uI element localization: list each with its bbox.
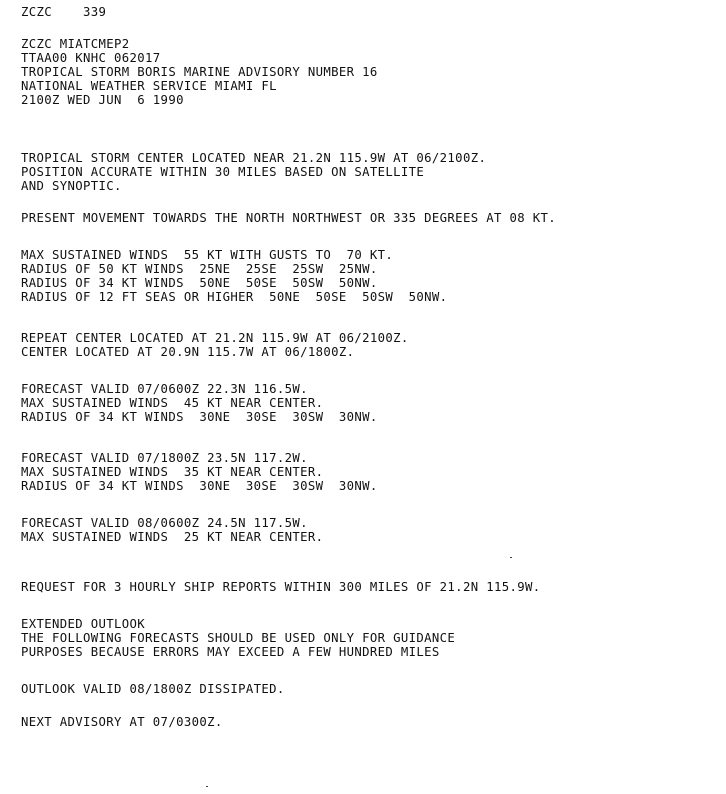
text-line: EXTENDED OUTLOOK (21, 617, 146, 631)
text-line: PRESENT MOVEMENT TOWARDS THE NORTH NORTHWEST OR 335 DEGREES AT 08 KT. (21, 211, 556, 225)
text-line: MAX SUSTAINED WINDS 35 KT NEAR CENTER. (21, 465, 324, 479)
text-line: AND SYNOPTIC. (21, 179, 122, 193)
text-line: FORECAST VALID 07/1800Z 23.5N 117.2W. (21, 451, 308, 465)
header-line: TTAA00 KNHC 062017 (21, 51, 161, 65)
text-line: PURPOSES BECAUSE ERRORS MAY EXCEED A FEW HUNDRED MILES (21, 645, 440, 659)
text-line: THE FOLLOWING FORECASTS SHOULD BE USED ONLY FOR GUIDANCE (21, 631, 456, 645)
text-line: RADIUS OF 50 KT WINDS 25NE 25SE 25SW 25NW. (21, 262, 378, 276)
text-line: RADIUS OF 12 FT SEAS OR HIGHER 50NE 50SE 50SW 50NW. (21, 290, 448, 304)
text-line: REPEAT CENTER LOCATED AT 21.2N 115.9W AT 06/2100Z. (21, 331, 409, 345)
header-line: ZCZC 339 (21, 5, 107, 19)
issue-time: 2100Z WED JUN 6 1990 (21, 93, 184, 107)
text-line: REQUEST FOR 3 HOURLY SHIP REPORTS WITHIN 300 MILES OF 21.2N 115.9W. (21, 580, 541, 594)
scan-speck (510, 557, 512, 558)
text-line: NEXT ADVISORY AT 07/0300Z. (21, 715, 223, 729)
text-line: FORECAST VALID 07/0600Z 22.3N 116.5W. (21, 382, 308, 396)
text-line: FORECAST VALID 08/0600Z 24.5N 117.5W. (21, 516, 308, 530)
text-line: MAX SUSTAINED WINDS 45 KT NEAR CENTER. (21, 396, 324, 410)
issuing-office: NATIONAL WEATHER SERVICE MIAMI FL (21, 79, 277, 93)
header-line: ZCZC MIATCMEP2 (21, 37, 130, 51)
text-line: POSITION ACCURATE WITHIN 30 MILES BASED ON SATELLITE (21, 165, 425, 179)
text-line: RADIUS OF 34 KT WINDS 50NE 50SE 50SW 50NW. (21, 276, 378, 290)
text-line: RADIUS OF 34 KT WINDS 30NE 30SE 30SW 30NW. (21, 479, 378, 493)
text-line: RADIUS OF 34 KT WINDS 30NE 30SE 30SW 30NW. (21, 410, 378, 424)
text-line: TROPICAL STORM CENTER LOCATED NEAR 21.2N 115.9W AT 06/2100Z. (21, 151, 487, 165)
advisory-title: TROPICAL STORM BORIS MARINE ADVISORY NUMBER 16 (21, 65, 378, 79)
text-line: OUTLOOK VALID 08/1800Z DISSIPATED. (21, 682, 285, 696)
text-line: CENTER LOCATED AT 20.9N 115.7W AT 06/1800Z. (21, 345, 355, 359)
text-line: MAX SUSTAINED WINDS 25 KT NEAR CENTER. (21, 530, 324, 544)
scan-speck (206, 786, 208, 787)
text-line: MAX SUSTAINED WINDS 55 KT WITH GUSTS TO 70 KT. (21, 248, 394, 262)
